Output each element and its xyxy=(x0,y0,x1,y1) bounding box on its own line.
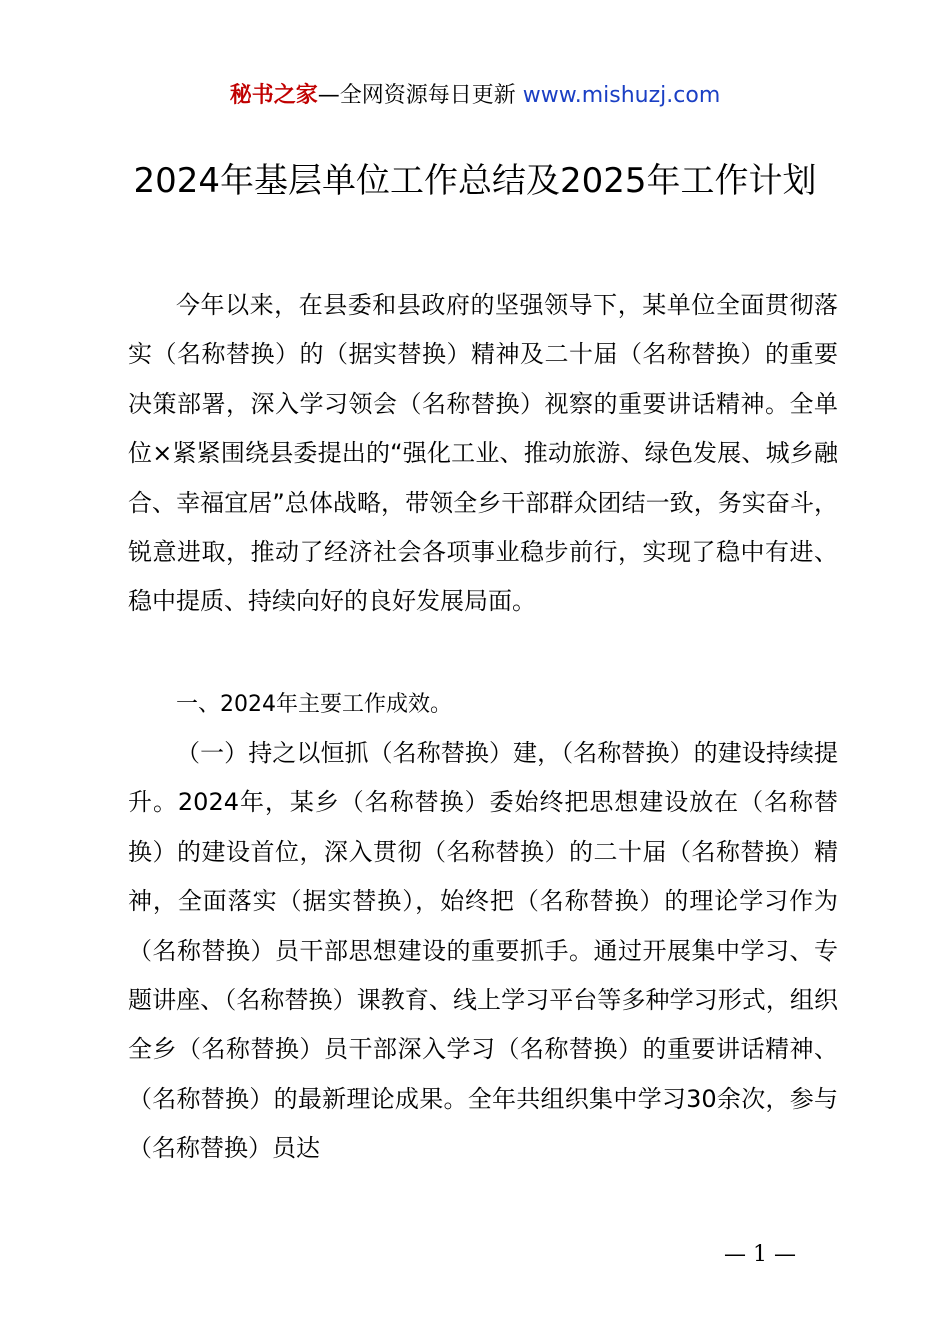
document-title: 2024年基层单位工作总结及2025年工作计划 xyxy=(133,161,817,201)
brand-name: 秘书之家 xyxy=(229,83,318,108)
page-number: — 1 — xyxy=(724,1242,796,1267)
section-heading: 一、2024年主要工作成效。 xyxy=(176,692,452,717)
header-tagline: —全网资源每日更新 xyxy=(317,83,516,108)
site-header xyxy=(0,80,950,112)
body-paragraph: （一）持之以恒抓（名称替换）建，（名称替换）的建设持续提升。2024年，某乡（名称替换）委始终把思想建设放在（名称替换）的建设首位，深入贯彻（名称替换）的二十届（名称替换）精神，全面落实（据实替换），始终把（名称替换）的理论学习作为（名称替换）员干部思想建设的重要抓手。通过开展集中学习、专题讲座、（名称替换）课教育、线上学习平台等多种学习形式，组织全乡（名称替换）员干部深入学习（名称替换）的重要讲话精神、（名称替换）的最新理论成果。全年共组织集中学习30余次，参与（名称替换）员达 xyxy=(128,739,838,1163)
intro-paragraph: 今年以来，在县委和县政府的坚强领导下，某单位全面贯彻落实（名称替换）的（据实替换）精神及二十届（名称替换）的重要决策部署，深入学习领会（名称替换）视察的重要讲话精神。全单位×紧紧围绕县委提出的“强化工业、推动旅游、绿色发展、城乡融合、幸福宜居”总体战略，带领全乡干部群众团结一致，务实奋斗，锐意进取，推动了经济社会各项事业稳步前行，实现了稳中有进、稳中提质、持续向好的良好发展局面。 xyxy=(128,291,838,616)
site-url-link[interactable]: www.mishuzj.com xyxy=(522,83,721,108)
